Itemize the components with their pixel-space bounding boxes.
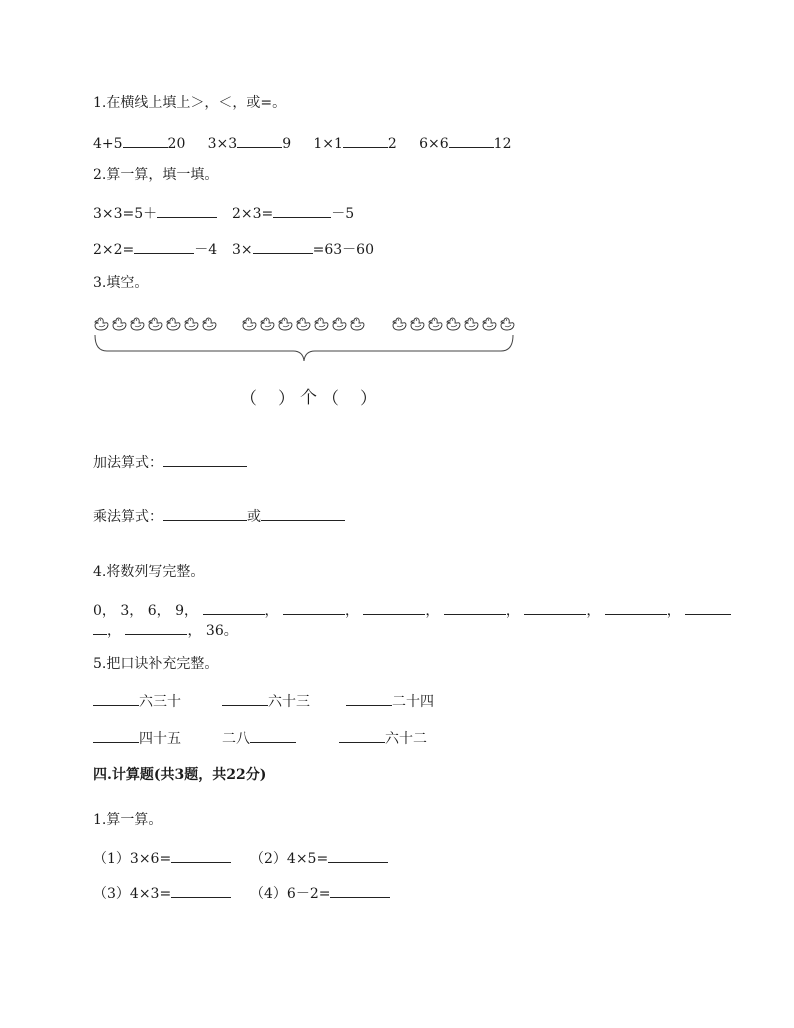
duck-group-1 [93,314,218,332]
blank[interactable] [343,133,388,148]
blank[interactable] [222,691,268,706]
q4-sequence-line1 [93,600,731,620]
seq-9: 9， [175,603,199,619]
q2-a [93,203,217,223]
comma: ， [187,623,202,639]
blank[interactable] [123,133,168,148]
duck-icon [93,314,110,332]
q5-title: 5.把口诀补充完整。 [93,656,219,672]
blank[interactable] [283,600,345,615]
duck-icon [445,314,462,332]
blank[interactable] [258,388,280,402]
duck-icon [277,314,294,332]
blank[interactable] [339,728,385,743]
blank[interactable] [93,620,107,635]
q2-b [232,203,354,223]
comma: ， [505,603,520,619]
q5-e [222,728,296,748]
curly-brace [93,334,517,364]
q5-b-text: 六十三 [268,694,310,710]
blank[interactable] [340,388,362,402]
blank[interactable] [253,239,313,254]
q5-d [93,728,181,748]
q1-items [93,133,511,153]
duck-icon [111,314,128,332]
calc-2 [250,848,388,868]
seq-0: 0， [93,603,116,619]
seq-3: 3， [120,603,144,619]
duck-icon [349,314,366,332]
duck-icon [259,314,276,332]
paren-close-1: ） [278,389,295,409]
blank[interactable] [273,203,331,218]
q3-title: 3.填空。 [93,275,149,291]
duck-icon [481,314,498,332]
blank[interactable] [134,239,194,254]
paren-open-1: （ [240,389,257,409]
calc-4 [250,883,390,903]
seq-36: 36。 [205,623,238,639]
blank[interactable] [157,203,217,218]
q1-item-3-right: 2 [387,136,397,152]
comma: ， [107,623,121,639]
q5-c [346,691,434,711]
duck-group-3 [391,314,516,332]
blank[interactable] [171,883,231,898]
q4-sequence-line2 [93,620,238,640]
calc-1 [93,848,231,868]
q2-d [232,239,374,259]
duck-icon [147,314,164,332]
q2-b-left: 2×3= [232,206,274,222]
duck-icon [463,314,480,332]
duck-icon [165,314,182,332]
duck-icon [409,314,426,332]
duck-icon [183,314,200,332]
q2-c-right: －4 [194,242,218,258]
duck-icon [241,314,258,332]
ge-label: 个 [300,388,317,408]
blank[interactable] [449,133,494,148]
blank[interactable] [93,728,139,743]
add-formula-label: 加法算式： [93,455,163,471]
blank[interactable] [250,728,296,743]
q1-item-2-right: 9 [282,136,292,152]
blank[interactable] [363,600,425,615]
blank[interactable] [237,133,282,148]
or-label: 或 [247,509,261,525]
blank[interactable] [93,691,139,706]
comma: ， [586,603,601,619]
paren-open-2: （ [322,389,339,409]
calc-3-text: （3）4×3= [93,886,172,902]
calc-2-text: （2）4×5= [250,851,329,867]
q1-item-4-right: 12 [493,136,512,152]
q2-b-right: －5 [331,206,355,222]
q5-a-text: 六三十 [139,694,181,710]
q5-d-text: 四十五 [139,731,181,747]
duck-icon [201,314,218,332]
calc-1-text: （1）3×6= [93,851,172,867]
paren-close-2: ） [360,389,377,409]
q5-f [339,728,427,748]
q4-title: 4.将数列写完整。 [93,564,205,580]
blank[interactable] [125,620,187,635]
duck-group-2 [241,314,366,332]
add-formula-line [93,452,247,472]
duck-icon [427,314,444,332]
comma: ， [666,603,681,619]
section4-title: 四.计算题(共3题，共22分) [93,767,267,783]
blank[interactable] [163,452,247,467]
q2-a-left: 3×3=5＋ [93,206,158,222]
q5-c-text: 二十四 [392,694,434,710]
seq-6: 6， [147,603,171,619]
comma: ， [344,603,359,619]
blank[interactable] [330,883,390,898]
q1-item-1-right: 20 [167,136,186,152]
blank[interactable] [524,600,586,615]
duck-icon [295,314,312,332]
blank[interactable] [163,506,247,521]
duck-icon [129,314,146,332]
q1-title: 1.在横线上填上＞，＜，或=。 [93,95,287,111]
comma: ， [425,603,440,619]
q5-a [93,691,181,711]
blank[interactable] [328,848,388,863]
section4-q1-title: 1.算一算。 [93,812,163,828]
q2-d-left: 3× [232,242,253,258]
blank[interactable] [203,600,265,615]
blank[interactable] [685,600,731,615]
q2-c [93,239,217,259]
duck-icon [331,314,348,332]
q2-c-left: 2×2= [93,242,135,258]
q5-f-text: 六十二 [385,731,427,747]
q2-d-right: =63－60 [312,242,374,258]
blank[interactable] [605,600,667,615]
q1-item-2-left: 3×3 [207,136,238,152]
blank[interactable] [261,506,345,521]
mul-formula-line [93,506,345,526]
mul-formula-label: 乘法算式： [93,509,163,525]
blank[interactable] [346,691,392,706]
calc-4-text: （4）6－2= [250,886,331,902]
blank[interactable] [444,600,506,615]
q1-item-1-left: 4+5 [93,136,123,152]
duck-icon [313,314,330,332]
q5-b [222,691,310,711]
comma: ， [264,603,279,619]
blank[interactable] [171,848,231,863]
q5-e-text: 二八 [222,731,250,747]
q1-item-3-left: 1×1 [313,136,343,152]
q1-item-4-left: 6×6 [419,136,449,152]
calc-3 [93,883,231,903]
q2-title: 2.算一算，填一填。 [93,167,219,183]
duck-icon [499,314,516,332]
duck-icon [391,314,408,332]
